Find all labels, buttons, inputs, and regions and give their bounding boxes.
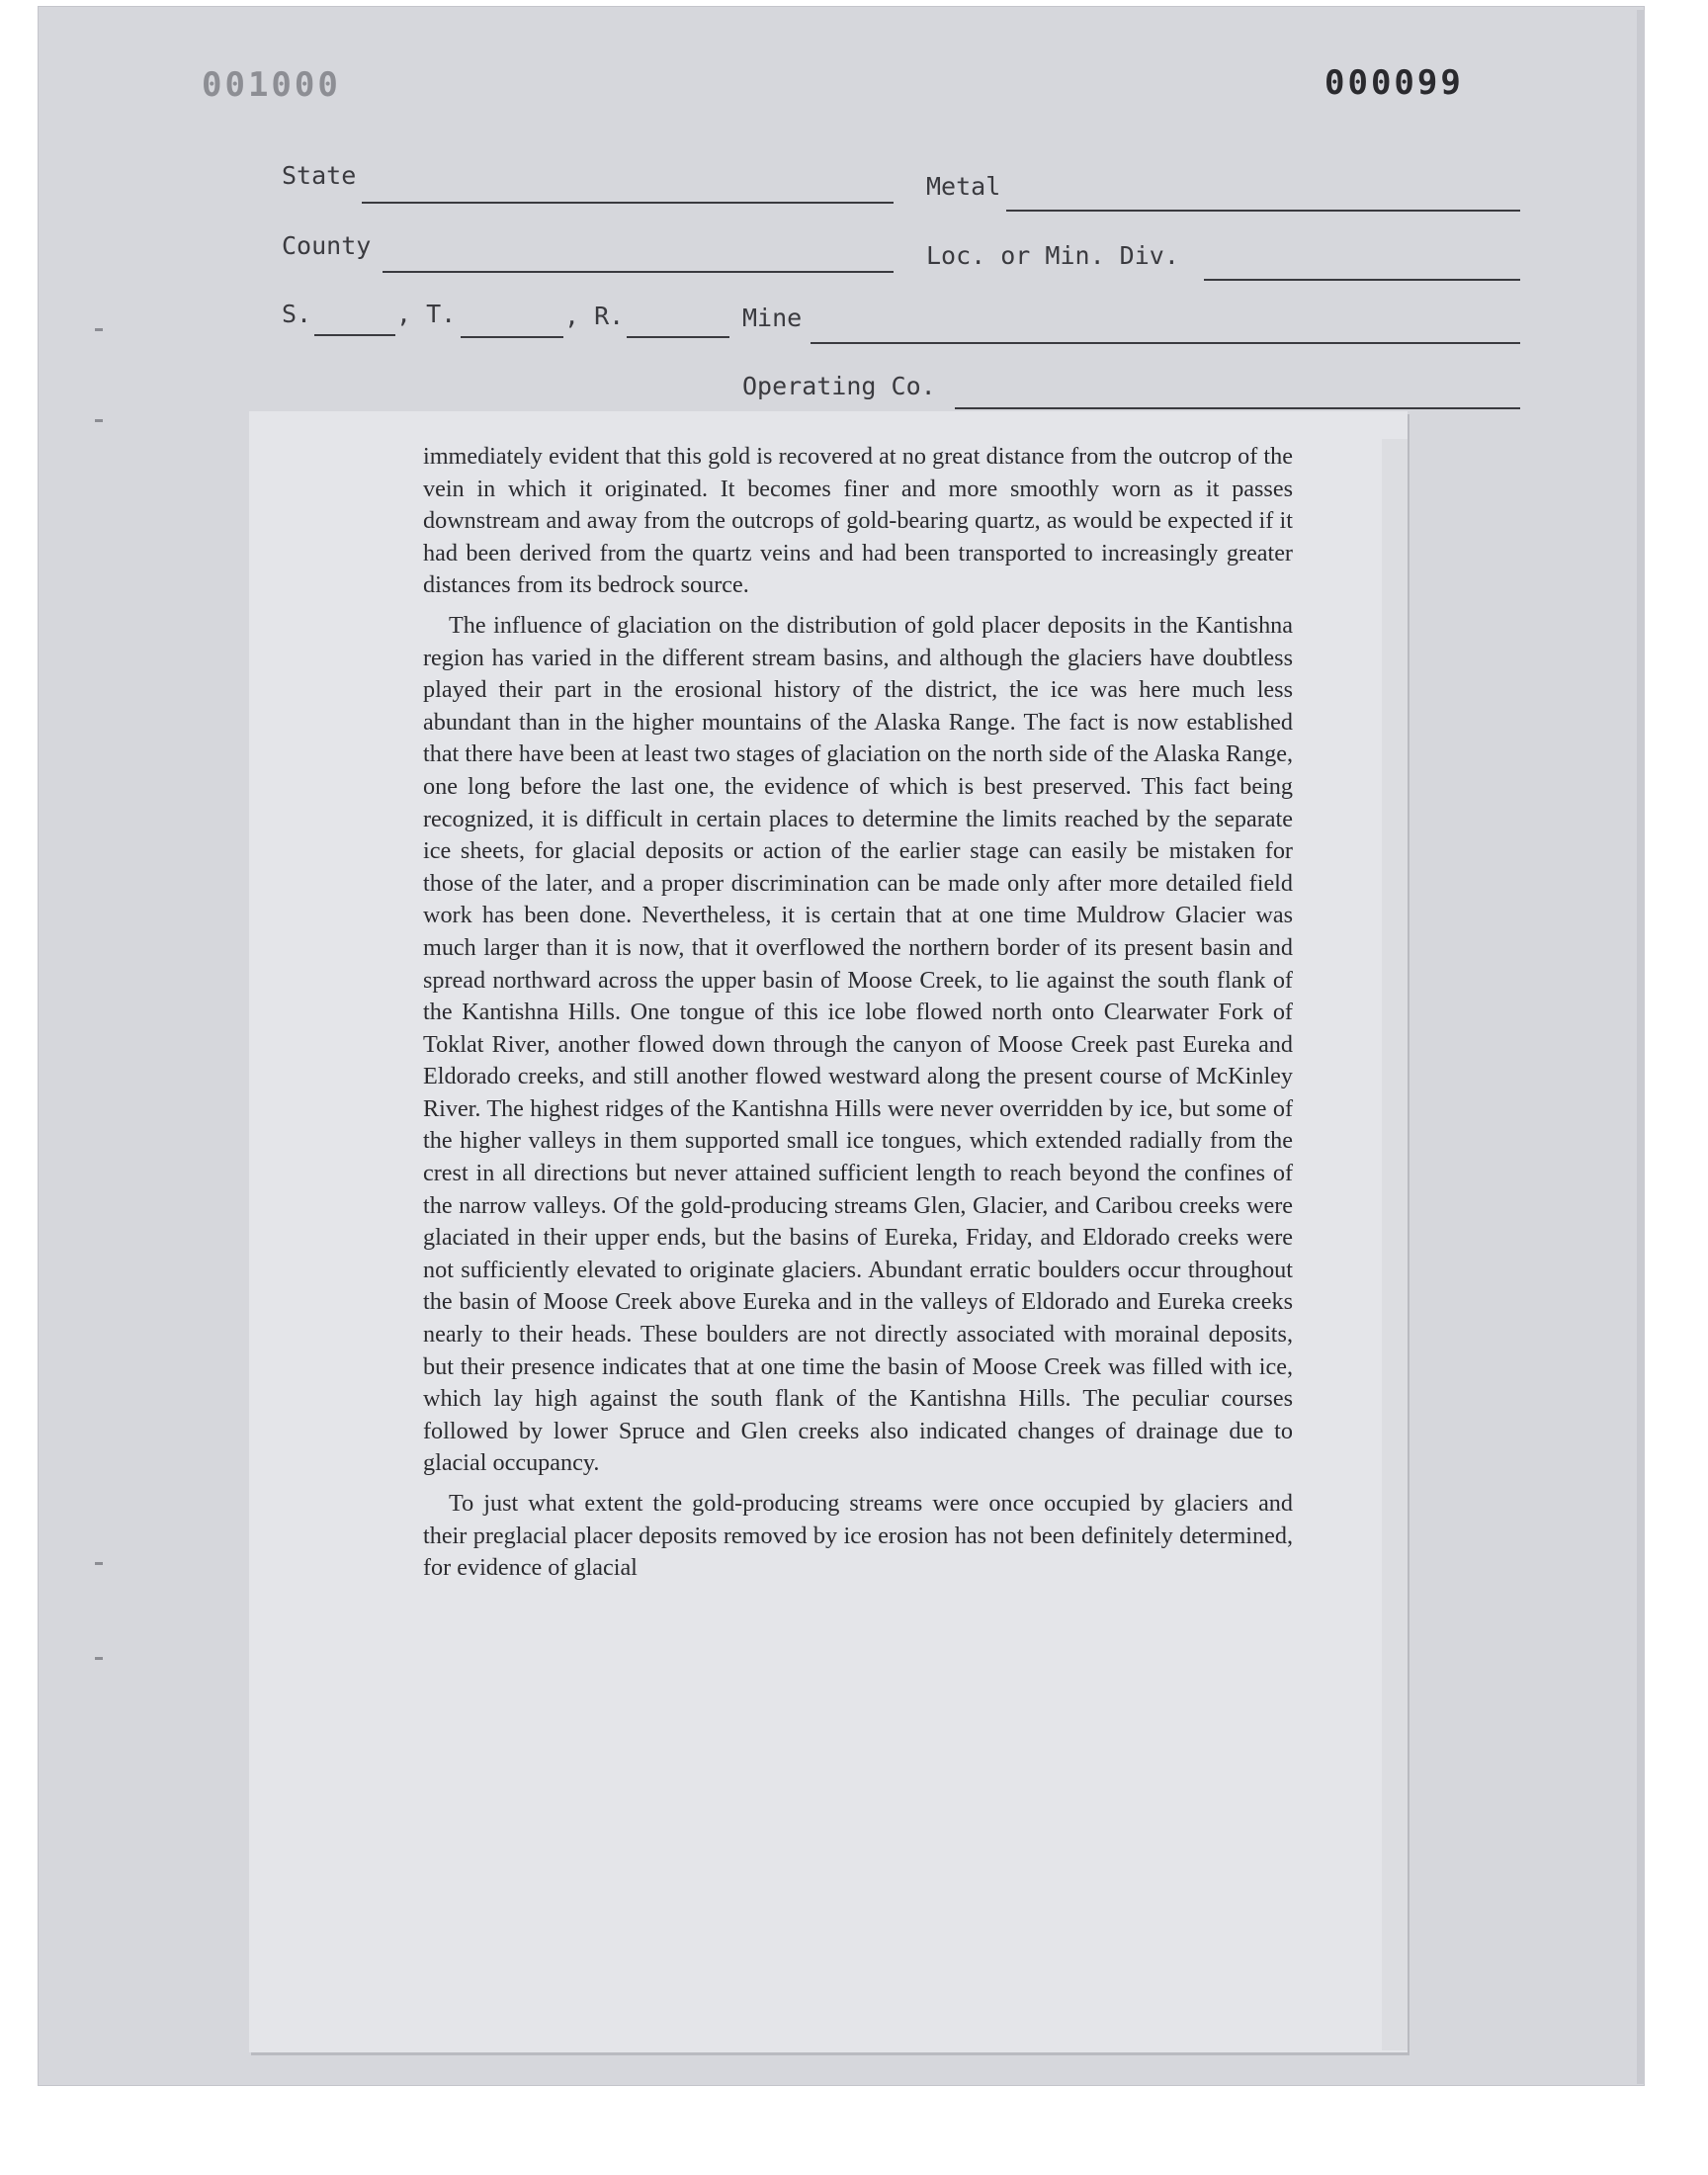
paragraph: immediately evident that this gold is recovered at no great distance from the outcrop of the vein in which it originated. It becomes finer and more smoothly worn as it passes downstream and away from the outcrops of gold-bearing quartz, as would be expected if it had been derived from the quartz veins and had been transported to increasingly greater distances from its bedrock source. — [423, 443, 1293, 599]
punch-mark — [95, 1657, 103, 1660]
paragraph: To just what extent the gold-producing streams were once occupied by glaciers and their preglacial placer deposits removed by ice erosion has not been definitely determined, for evidence of glacial — [423, 1490, 1293, 1582]
state-label: State — [282, 161, 357, 190]
county-line — [383, 271, 894, 273]
section-label: S. — [282, 300, 312, 328]
punch-mark — [95, 1562, 103, 1565]
operating-co-line — [955, 407, 1520, 409]
loc-min-div-line — [1204, 279, 1520, 281]
loc-min-div-label: Loc. or Min. Div. — [926, 241, 1179, 270]
serial-number: 000099 — [1324, 63, 1464, 103]
card-edge — [1637, 10, 1645, 2084]
range-label: , R. — [564, 302, 625, 330]
metal-label: Metal — [926, 172, 1001, 201]
torn-edge — [1382, 439, 1408, 2050]
section-line — [314, 334, 395, 336]
serial-number-faded: 001000 — [202, 65, 341, 105]
metal-line — [1006, 210, 1520, 212]
mine-line — [811, 342, 1520, 344]
operating-co-label: Operating Co. — [742, 372, 936, 400]
mine-label: Mine — [742, 304, 803, 332]
punch-mark — [95, 419, 103, 422]
state-line — [362, 202, 894, 204]
township-label: , T. — [396, 300, 457, 328]
document-text — [423, 441, 1293, 1593]
county-label: County — [282, 231, 372, 260]
range-line — [627, 336, 729, 338]
township-line — [461, 336, 563, 338]
paragraph: The influence of glaciation on the distribution of gold placer deposits in the Kantishna region has varied in the different stream basins, and although the glaciers have doubtless played their part in the erosional history of the district, the ice was here much less abundant than in the higher mountains of the Alaska Range. The fact is now established that there have been at least two stages of glaciation on the north side of the Alaska Range, one long before the last one, the evidence of which is best preserved. This fact being recognized, it is difficult in certain places to determine the limits reached by the separate ice sheets, for glacial deposits or action of the earlier stage can easily be mistaken for those of the later, and a proper discrimination can be made only after more detailed field work has been done. Nevertheless, it is certain that at one time Muldrow Glacier was much larger than it is now, that it overflowed the northern border of its present basin and spread northward across the upper basin of Moose Creek, to lie against the south flank of the Kantishna Hills. One tongue of this ice lobe flowed north onto Clearwater Fork of Toklat River, another flowed down through the canyon of Moose Creek past Eureka and Eldorado creeks, and still another flowed westward along the present course of McKinley River. The highest ridges of the Kantishna Hills were never overridden by ice, but some of the higher valleys in them supported small ice tongues, which extended radially from the crest in all directions but never attained sufficient length to reach beyond the confines of the narrow valleys. Of the gold-producing streams Glen, Glacier, and Caribou creeks were glaciated in their upper ends, but the basins of Eureka, Friday, and Eldorado creeks were not sufficiently elevated to originate glaciers. Abundant erratic boulders occur throughout the basin of Moose Creek above Eureka and in the valleys of Eldorado and Eureka creeks nearly to their heads. These boulders are not directly associated with morainal deposits, but their presence indicates that at one time the basin of Moose Creek was filled with ice, which lay high against the south flank of the Kantishna Hills. The peculiar courses followed by lower Spruce and Glen creeks also indicated changes of drainage due to glacial occupancy. — [423, 611, 1293, 1477]
punch-mark — [95, 328, 103, 331]
